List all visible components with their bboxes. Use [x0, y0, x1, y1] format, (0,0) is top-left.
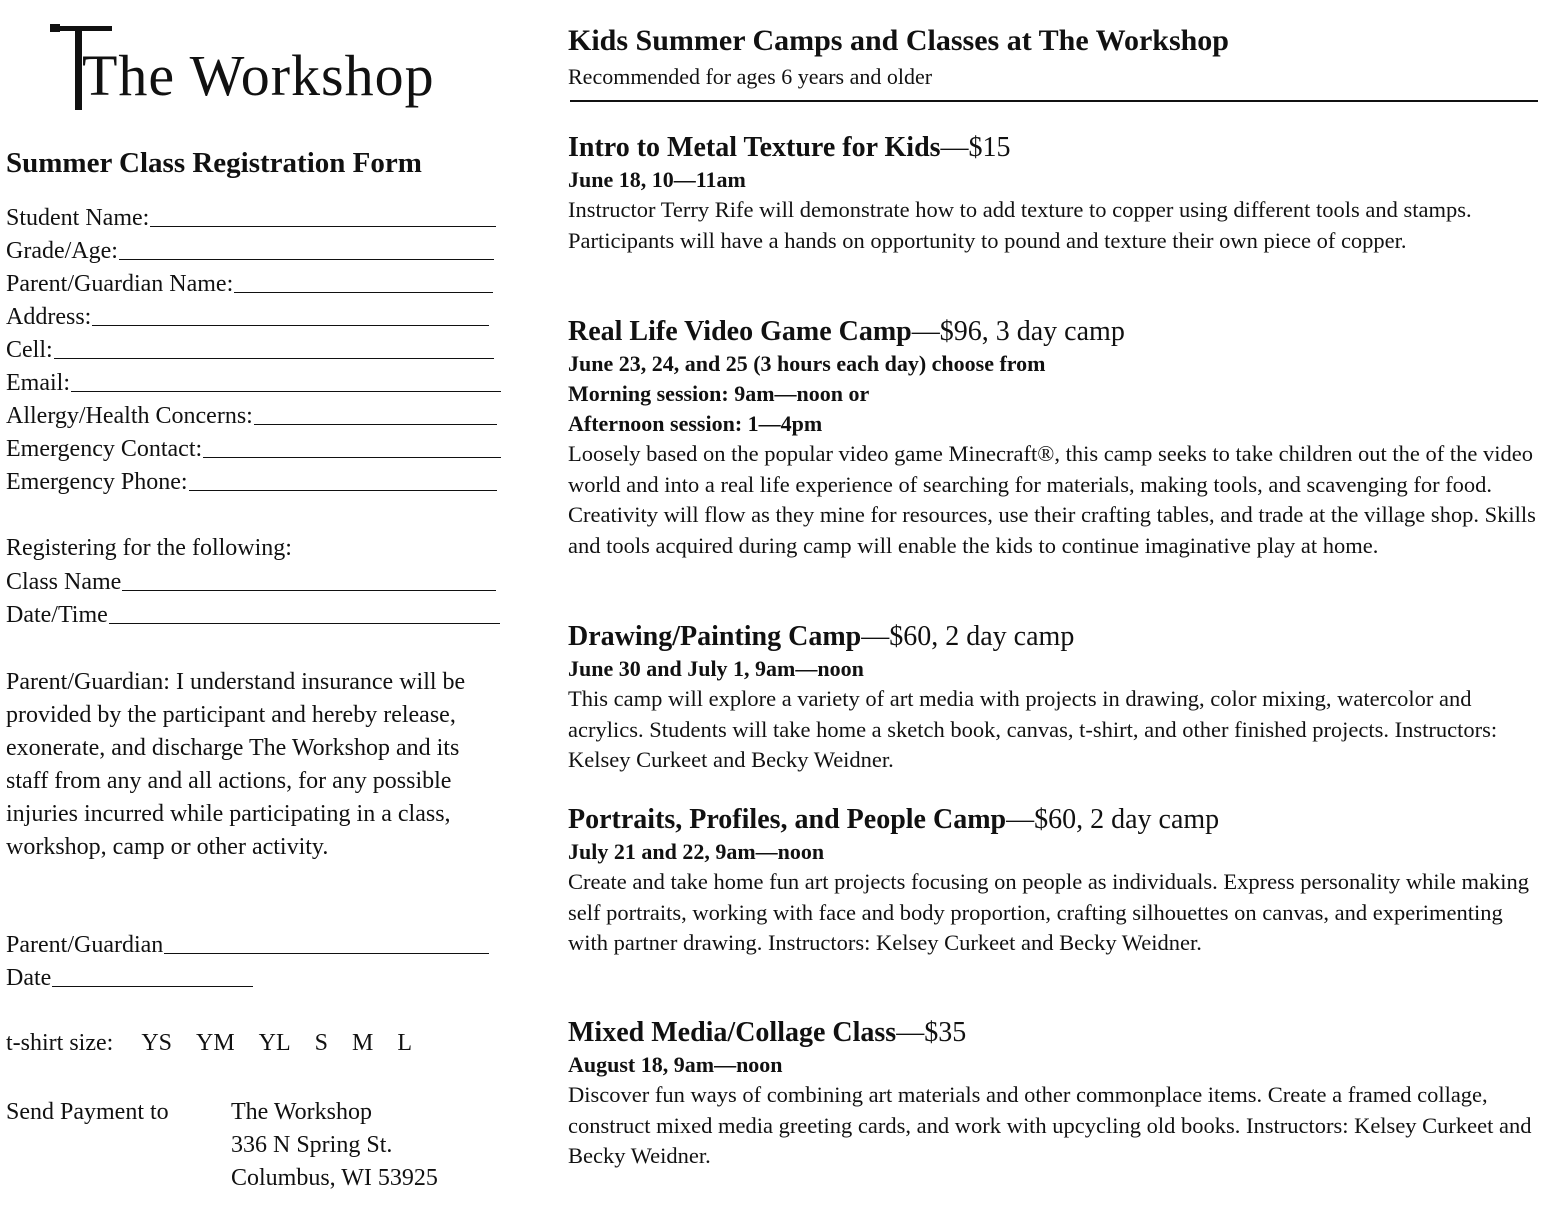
class-heading — [568, 131, 1543, 165]
fill-line[interactable] — [234, 292, 493, 293]
fill-line[interactable] — [254, 424, 497, 425]
class-price: —$15 — [940, 132, 1011, 163]
class-entry — [568, 1016, 1543, 1172]
class-name-field[interactable] — [6, 563, 496, 596]
header-divider — [570, 100, 1538, 102]
class-name: Intro to Metal Texture for Kids — [568, 132, 941, 163]
parent-guardian-name-field[interactable] — [6, 265, 493, 298]
class-description: Instructor Terry Rife will demonstrate how to add texture to copper using different tools and stamps. Participants will have a hands on opportunity to pound and texture their own piece of copper. — [568, 197, 1472, 253]
class-session: Morning session: 9am—noon or — [568, 381, 870, 406]
grade-age-field[interactable] — [6, 232, 494, 265]
release-statement: Parent/Guardian: I understand insurance will be provided by the participant and hereby release, exonerate, and discharge The Workshop and its staff from any and all actions, for any possible injuries incurred while participating in a class, workshop, camp or other activity. — [6, 669, 466, 860]
class-price: —$60, 2 day camp — [861, 621, 1075, 652]
fill-line[interactable] — [54, 358, 494, 359]
tshirt-size-label: t-shirt size: — [6, 1030, 114, 1056]
allergy-health-field[interactable] — [6, 397, 497, 430]
tshirt-size-option[interactable]: YS — [141, 1030, 172, 1056]
class-date: July 21 and 22, 9am—noon — [568, 839, 825, 864]
class-heading — [568, 315, 1543, 349]
field-label: Date — [6, 965, 52, 991]
payment-label: Send Payment to — [6, 1099, 169, 1125]
fill-line[interactable] — [122, 590, 496, 591]
class-entry — [568, 131, 1543, 256]
field-label: Student Name: — [6, 205, 150, 231]
tshirt-size-option[interactable]: M — [352, 1030, 374, 1056]
class-price: —$96, 3 day camp — [911, 316, 1125, 347]
class-name: Mixed Media/Collage Class — [568, 1017, 897, 1048]
field-label: Parent/Guardian — [6, 932, 164, 958]
emergency-phone-field[interactable] — [6, 463, 497, 496]
class-heading — [568, 620, 1543, 654]
class-date: August 18, 9am—noon — [568, 1052, 783, 1077]
emergency-contact-field[interactable] — [6, 430, 501, 463]
field-label: Email: — [6, 370, 70, 396]
form-title: Summer Class Registration Form — [6, 147, 422, 179]
class-name: Real Life Video Game Camp — [568, 316, 912, 347]
fill-line[interactable] — [189, 490, 497, 491]
fill-line[interactable] — [52, 986, 253, 987]
class-date: June 30 and July 1, 9am—noon — [568, 656, 864, 681]
class-date: June 18, 10—11am — [568, 167, 746, 192]
address-field[interactable] — [6, 298, 489, 331]
class-description: Create and take home fun art projects focusing on people as individuals. Express personality while making self portraits, working with face and body proportion, crafting silhouettes on canvas, and experimenting with partner drawing. Instructors: Kelsey Curkeet and Becky Weidner. — [568, 869, 1529, 955]
tshirt-size-option[interactable]: YL — [258, 1030, 291, 1056]
date-time-field[interactable] — [6, 596, 500, 629]
class-session: Afternoon session: 1—4pm — [568, 411, 823, 436]
class-entry — [568, 315, 1543, 561]
class-name: Portraits, Profiles, and People Camp — [568, 804, 1007, 835]
listings-subtitle: Recommended for ages 6 years and older — [568, 64, 933, 89]
fill-line[interactable] — [92, 325, 489, 326]
class-name: Drawing/Painting Camp — [568, 621, 862, 652]
tshirt-size-option[interactable]: S — [314, 1030, 329, 1056]
class-description: Loosely based on the popular video game Minecraft®, this camp seeks to take children out the of the video world and into a real life experience of searching for materials, making tools, and scavenging for food. Creativity will flow as they mine for resources, use their crafting tables, and trade at the village shop. Skills and tools acquired during camp will enable the kids to continue imaginative play at home. — [568, 441, 1536, 558]
email-field[interactable] — [6, 364, 501, 397]
field-label: Grade/Age: — [6, 238, 118, 264]
field-label: Class Name — [6, 569, 122, 595]
field-label: Cell: — [6, 337, 53, 363]
fill-line[interactable] — [109, 623, 500, 624]
registering-heading: Registering for the following: — [6, 535, 292, 561]
class-heading — [568, 803, 1543, 837]
address-line: Columbus, WI 53925 — [231, 1165, 438, 1191]
class-description: This camp will explore a variety of art media with projects in drawing, color mixing, watercolor and acrylics. Students will take home a sketch book, canvas, t-shirt, and other finished projects. Instructors: Kelsey Curkeet and Becky Weidner. — [568, 686, 1498, 772]
class-date: June 23, 24, and 25 (3 hours each day) choose from — [568, 351, 1046, 376]
cell-field[interactable] — [6, 331, 494, 364]
student-name-field[interactable] — [6, 199, 496, 232]
listings-title: Kids Summer Camps and Classes at The Workshop — [568, 24, 1229, 57]
field-label: Parent/Guardian Name: — [6, 271, 234, 297]
signature-date-field[interactable] — [6, 959, 253, 992]
field-label: Emergency Contact: — [6, 436, 203, 462]
logo-text: The Workshop — [82, 43, 435, 108]
class-price: —$60, 2 day camp — [1006, 804, 1220, 835]
fill-line[interactable] — [203, 457, 501, 458]
tshirt-size-option[interactable]: YM — [196, 1030, 235, 1056]
field-label: Emergency Phone: — [6, 469, 188, 495]
fill-line[interactable] — [119, 259, 494, 260]
tshirt-size-option[interactable]: L — [397, 1030, 413, 1056]
address-line: The Workshop — [231, 1099, 372, 1125]
fill-line[interactable] — [71, 391, 501, 392]
class-description: Discover fun ways of combining art materials and other commonplace items. Create a framed collage, construct mixed media greeting cards, and work with upcycling old books. Instructors: Kelsey Curkeet and Becky Weidner. — [568, 1082, 1532, 1168]
field-label: Address: — [6, 304, 92, 330]
field-label: Date/Time — [6, 602, 108, 628]
field-label: Allergy/Health Concerns: — [6, 403, 253, 429]
fill-line[interactable] — [150, 226, 496, 227]
class-price: —$35 — [896, 1017, 967, 1048]
parent-guardian-signature-field[interactable] — [6, 926, 489, 959]
address-line: 336 N Spring St. — [231, 1132, 393, 1158]
tshirt-size-row — [6, 1030, 430, 1057]
fill-line[interactable] — [164, 953, 489, 954]
payment-address — [231, 1096, 438, 1195]
class-entry — [568, 620, 1543, 776]
workshop-logo — [48, 14, 488, 114]
class-entry — [568, 803, 1543, 959]
class-heading — [568, 1016, 1543, 1050]
